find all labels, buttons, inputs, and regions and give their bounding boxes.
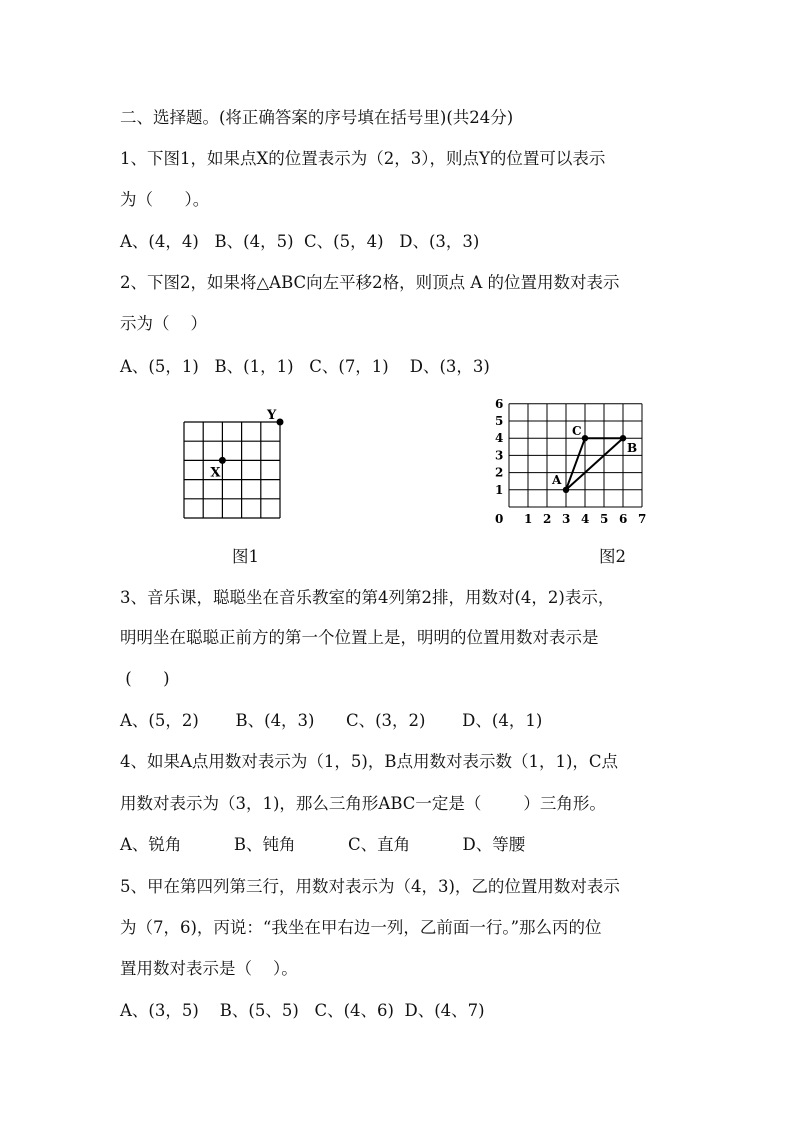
y-tick-label: 2 bbox=[495, 465, 504, 480]
q3-options: A、(5，2) B、(4，3) C、(3，2) D、(4，1) bbox=[120, 711, 543, 730]
vertex-c-label: C bbox=[572, 424, 582, 439]
figure-2-caption: 图2 bbox=[599, 547, 626, 566]
figure-1-grid bbox=[180, 408, 290, 524]
x-tick-label: 5 bbox=[600, 512, 609, 526]
vertex-c bbox=[582, 435, 588, 441]
figure-1-caption: 图1 bbox=[232, 547, 259, 566]
triangle-abc bbox=[566, 438, 623, 490]
vertex-b-label: B bbox=[627, 441, 638, 456]
x-tick-label: 2 bbox=[543, 512, 552, 526]
q5-text-line2: 为（7，6)，丙说：“我坐在甲右边一列，乙前面一行。”那么丙的位 bbox=[120, 918, 602, 937]
point-x bbox=[219, 457, 226, 464]
q3-text-line2: 明明坐在聪聪正前方的第一个位置上是，明明的位置用数对表示是 bbox=[120, 628, 599, 647]
y-tick-label: 4 bbox=[495, 431, 504, 446]
q4-options: A、锐角 B、钝角 C、直角 D、等腰 bbox=[120, 835, 526, 854]
y-tick-label: 1 bbox=[495, 482, 504, 497]
q2-text-line2: 示为（ ） bbox=[120, 314, 207, 333]
point-x-label: X bbox=[210, 465, 221, 481]
x-tick-label: 3 bbox=[562, 512, 571, 526]
q3-text-line1: 3、音乐课，聪聪坐在音乐教室的第4列第2排，用数对(4，2)表示， bbox=[120, 588, 615, 607]
point-y-label: Y bbox=[267, 408, 277, 423]
q1-text-line1: 1、下图1，如果点X的位置表示为（2，3），则点Y的位置可以表示 bbox=[120, 149, 606, 168]
vertex-b bbox=[620, 435, 626, 441]
q4-text-line2: 用数对表示为（3，1)，那么三角形ABC一定是（ ）三角形。 bbox=[120, 794, 606, 813]
q5-options: A、(3，5) B、(5、5) C、(4、6) D、(4、7) bbox=[120, 1001, 485, 1020]
y-tick-label: 3 bbox=[495, 448, 504, 463]
q4-text-line1: 4、如果A点用数对表示为（1，5)，B点用数对表示数（1，1)，C点 bbox=[120, 752, 619, 771]
y-tick-label: 6 bbox=[495, 396, 504, 411]
x-tick-label: 1 bbox=[524, 512, 533, 526]
section-title: 二、选择题。(将正确答案的序号填在括号里)(共24分) bbox=[120, 108, 514, 127]
point-y bbox=[277, 419, 284, 426]
x-tick-label: 7 bbox=[638, 512, 647, 526]
q3-text-line3: ( ) bbox=[120, 669, 170, 688]
y-tick-label: 5 bbox=[495, 414, 504, 428]
q2-options: A、(5，1) B、(1，1) C、(7，1) D、(3，3) bbox=[120, 357, 490, 376]
x-tick-label: 6 bbox=[619, 512, 628, 526]
q1-options: A、(4，4) B、(4，5) C、(5，4) D、(3，3) bbox=[120, 232, 480, 251]
x-tick-label: 4 bbox=[581, 512, 590, 526]
x-tick-label: 0 bbox=[495, 512, 504, 526]
vertex-a-label: A bbox=[552, 472, 562, 487]
vertex-a bbox=[563, 487, 569, 493]
q2-text-line1: 2、下图2，如果将△ABC向左平移2格，则顶点 A 的位置用数对表示 bbox=[120, 273, 620, 292]
q5-text-line3: 置用数对表示是（ ）。 bbox=[120, 959, 298, 978]
figure-2-grid bbox=[488, 394, 648, 528]
q5-text-line1: 5、甲在第四列第三行，用数对表示为（4，3)，乙的位置用数对表示 bbox=[120, 877, 620, 896]
q1-text-line2: 为（ ）。 bbox=[120, 190, 210, 209]
